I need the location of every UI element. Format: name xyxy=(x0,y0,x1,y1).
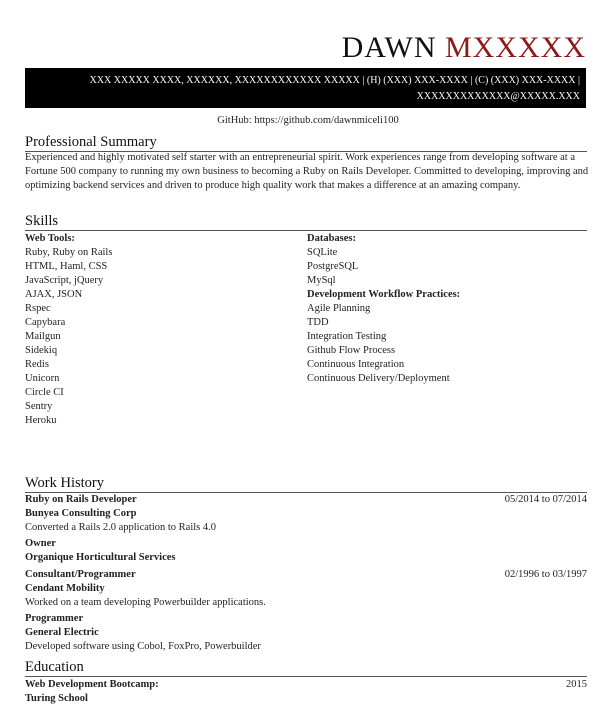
skill-item: SQLite xyxy=(307,247,338,258)
skill-item: MySql xyxy=(307,275,336,286)
education-year: 2015 xyxy=(566,679,587,690)
skill-item: Circle CI xyxy=(25,387,64,398)
skill-item: JavaScript, jQuery xyxy=(25,275,104,286)
skill-item: Continuous Delivery/Deployment xyxy=(307,373,450,384)
skill-item: AJAX, JSON xyxy=(25,289,83,300)
job-dates: 05/2014 to 07/2014 xyxy=(504,494,587,505)
last-name: MXXXXX xyxy=(445,31,586,64)
first-name: DAWN xyxy=(341,31,437,64)
skill-item: Rspec xyxy=(25,303,51,314)
work-history-heading: Work History xyxy=(25,474,587,493)
job-entry xyxy=(25,537,587,565)
job-company: Bunyea Consulting Corp xyxy=(25,508,137,519)
job-title: Programmer xyxy=(25,613,84,624)
skills-left-heading: Web Tools: xyxy=(25,233,75,244)
skills-right-column xyxy=(307,232,460,386)
skill-item: Capybara xyxy=(25,317,66,328)
skill-item: Mailgun xyxy=(25,331,61,342)
contact-line-2: XXXXXXXXXXXXX@XXXXX.XXX xyxy=(416,91,580,102)
job-title: Ruby on Rails Developer xyxy=(25,494,137,505)
skill-item: Heroku xyxy=(25,415,57,426)
summary-text: Experienced and highly motivated self starter with an entrepreneurial spirit. Work experiences range from developing software at a Fortune 500 company to running my own business to becoming a Ruby on Rails Developer. Committed to developing, improving and optimizing backend services and driven to produce high quality work that makes a difference at an amazing company. xyxy=(25,152,589,191)
skills-heading: Skills xyxy=(25,212,587,231)
contact-line-1: XXX XXXXX XXXX, XXXXXX, XXXXXXXXXXXX XXXXX | (H) (XXX) XXX-XXXX | (C) (XXX) XXX-XXXX | xyxy=(89,75,580,86)
job-entry xyxy=(25,493,587,535)
workflow-heading: Development Workflow Practices: xyxy=(307,289,461,300)
skill-item: TDD xyxy=(307,317,329,328)
education-heading: Education xyxy=(25,658,587,677)
contact-bar xyxy=(25,68,586,108)
skill-item: Continuous Integration xyxy=(307,359,405,370)
job-dates: 02/1996 to 03/1997 xyxy=(504,569,587,580)
job-entry xyxy=(25,568,587,610)
job-company: General Electric xyxy=(25,627,99,638)
job-description: Developed software using Cobol, FoxPro, Powerbuilder xyxy=(25,641,261,652)
summary-heading: Professional Summary xyxy=(25,133,587,152)
skill-item: Ruby, Ruby on Rails xyxy=(25,247,113,258)
job-description: Converted a Rails 2.0 application to Rails 4.0 xyxy=(25,522,217,533)
skill-item: Github Flow Process xyxy=(307,345,396,356)
databases-heading: Databases: xyxy=(307,233,356,244)
job-company: Cendant Mobility xyxy=(25,583,105,594)
skill-item: Unicorn xyxy=(25,373,60,384)
job-company: Organique Horticultural Services xyxy=(25,552,176,563)
job-title: Consultant/Programmer xyxy=(25,569,136,580)
skill-item: Agile Planning xyxy=(307,303,371,314)
skill-item: PostgreSQL xyxy=(307,261,359,272)
job-entry xyxy=(25,612,587,654)
skill-item: Sentry xyxy=(25,401,53,412)
education-entry xyxy=(25,678,587,706)
education-detail: Turing School xyxy=(25,693,88,704)
skill-item: HTML, Haml, CSS xyxy=(25,261,108,272)
skills-left-column xyxy=(25,232,112,428)
skill-item: Redis xyxy=(25,359,49,370)
school-name: Web Development Bootcamp: xyxy=(25,679,159,690)
github-link[interactable]: GitHub: https://github.com/dawnmiceli100 xyxy=(217,115,399,126)
job-description: Worked on a team developing Powerbuilder applications. xyxy=(25,597,266,608)
candidate-name xyxy=(342,30,586,66)
skill-item: Integration Testing xyxy=(307,331,387,342)
skill-item: Sidekiq xyxy=(25,345,58,356)
job-title: Owner xyxy=(25,538,56,549)
